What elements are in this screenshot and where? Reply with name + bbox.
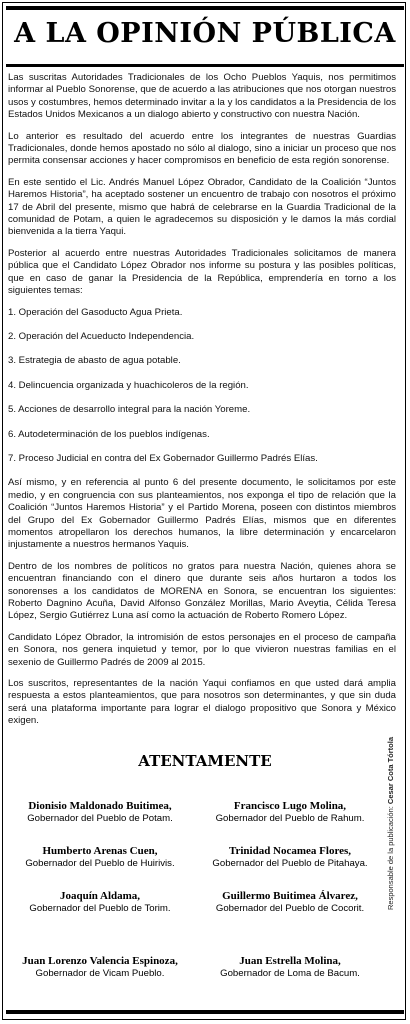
signatory-name: Trinidad Nocamea Flores, xyxy=(228,845,352,857)
signatory-name: Juan Estrella Molina, xyxy=(239,955,341,967)
topic-item: 4. Delincuencia organizada y huachicoleros de la región. xyxy=(8,379,249,391)
credit-label: Responsable de la publicación: xyxy=(386,806,395,910)
topic-item: 7. Proceso Judicial en contra del Ex Gobernador Guillermo Padrés Elías. xyxy=(8,452,318,464)
signatory-role: Gobernador del Pueblo de Cocorit. xyxy=(215,903,365,914)
signatory-role: Gobernador del Pueblo de Torim. xyxy=(29,903,171,914)
signature-block xyxy=(0,845,200,870)
paragraph: Lo anterior es resultado del acuerdo entre los integrantes de nuestras Guardias Tradicionales, donde hemos apostado no sólo al dialogo, sino a iniciar un proceso que nos permita consensar acciones y hacer compromisos en beneficio de esta región sonorense. xyxy=(8,130,396,167)
signatory-role: Gobernador del Pueblo de Potam. xyxy=(27,813,173,824)
signatory-name: Juan Lorenzo Valencia Espinoza, xyxy=(22,955,178,967)
topic-item: 3. Estrategia de abasto de agua potable. xyxy=(8,355,181,367)
signature-block xyxy=(0,955,200,980)
signature-block xyxy=(0,890,200,915)
signature-block xyxy=(190,955,390,980)
signatory-name: Joaquín Aldama, xyxy=(59,890,141,902)
topic-item: 6. Autodeterminación de los pueblos indígenas. xyxy=(8,428,210,440)
page-title: A LA OPINIÓN PÚBLICA xyxy=(14,18,396,49)
paragraph: Dentro de los nombres de políticos no gratos para nuestra Nación, quienes ahora se encuentran financiando con el dinero que durante seis años hurtaron a todos los sonorenses a los candidatos de MORENA en Sonora, se encuentran los siguientes: Roberto Dagnino Acuña, David Alfonso González Morillas, Mario Aveytia, Célida Teresa López, Sergio Gutiérrez Luna así como la actuación de Roberto Romero López. xyxy=(8,560,396,622)
topic-item: 5. Acciones de desarrollo integral para la nación Yoreme. xyxy=(8,404,251,416)
signatory-role: Gobernador del Pueblo de Rahum. xyxy=(215,813,365,824)
signatory-name: Dionisio Maldonado Buitimea, xyxy=(28,800,172,812)
credit-name: Cesar Cota Tórtola xyxy=(386,736,395,805)
signatory-role: Gobernador del Pueblo de Pitahaya. xyxy=(212,858,368,869)
topic-item: 1. Operación del Gasoducto Agua Prieta. xyxy=(8,306,183,318)
signatory-name: Francisco Lugo Molina, xyxy=(233,800,347,812)
top-rule xyxy=(6,6,404,10)
signatory-name: Humberto Arenas Cuen, xyxy=(42,845,158,857)
signatory-role: Gobernador de Loma de Bacum. xyxy=(220,968,360,979)
publication-credit xyxy=(386,736,395,910)
signatory-role: Gobernador de Vicam Pueblo. xyxy=(35,968,165,979)
paragraph: Posterior al acuerdo entre nuestras Autoridades Tradicionales solicitamos de manera pública que el Candidato López Obrador nos informe su postura y las posibles políticas, que en caso de ganar la Presidencia de la República, emprendería en torno a los siguientes temas: xyxy=(8,247,396,297)
topic-list xyxy=(8,307,396,466)
paragraph: Así mismo, y en referencia al punto 6 del presente documento, le solicitamos por este medio, y en congruencia con sus planteamientos, nos exponga el tipo de relación que la Coalición “Juntos Haremos Historia” y el Partido Morena, poseen con distintos miembros del Grupo del Ex Gobernador Guillermo Padrés Elías, mismos que en diferentes momentos atropellaron los derechos humanos, la libre determinación y encarcelaron injustamente a nuestros hermanos Yaquis. xyxy=(8,477,396,551)
document-body xyxy=(8,72,396,737)
signature-block xyxy=(190,800,390,825)
signature-block xyxy=(190,845,390,870)
topic-item: 2. Operación del Acueducto Independencia. xyxy=(8,330,195,342)
bottom-rule xyxy=(6,1010,404,1014)
paragraph: Candidato López Obrador, la intromisión de estos personajes en el proceso de campaña en Sonora, nos genera inquietud y temor, por lo que vivieron nuestras familias en el sexenio de Guillermo Padrés de 2009 al 2015. xyxy=(8,631,396,668)
signature-block xyxy=(0,800,200,825)
signatory-name: Guillermo Buitimea Álvarez, xyxy=(222,890,358,902)
signature-block xyxy=(190,890,390,915)
paragraph: Los suscritos, representantes de la nación Yaqui confiamos en que usted dará amplia respuesta a estos planteamientos, que para nosotros son determinantes, y que sin duda será una plataforma importante para lograr el dialogo propositivo que Sonora y México exigen. xyxy=(8,678,396,727)
paragraph: En este sentido el Lic. Andrés Manuel López Obrador, Candidato de la Coalición “Juntos Haremos Historia”, ha aceptado sostener un encuentro de trabajo con nosotros el próximo 17 de Abril del presente, mismo que habrá de celebrarse en la Guardia Tradicional de la comunidad de Potam, a quien le agradecemos su disposición y le damos la más cordial bienvenida a la tierra Yaqui. xyxy=(8,176,396,238)
closing-heading: ATENTAMENTE xyxy=(138,752,272,770)
paragraph: Las suscritas Autoridades Tradicionales de los Ocho Pueblos Yaquis, nos permitimos informar al Pueblo Sonorense, que de acuerdo a las atribuciones que nos otorgan nuestros usos y costumbres, hemos determinado invitar a la y los candidatos a la Presidencia de los Estados Unidos Mexicanos a un dialogo abierto y constructivo con nuestra Nación. xyxy=(8,72,396,121)
title-rule xyxy=(6,64,404,67)
signatory-role: Gobernador del Pueblo de Huirivis. xyxy=(25,858,175,869)
